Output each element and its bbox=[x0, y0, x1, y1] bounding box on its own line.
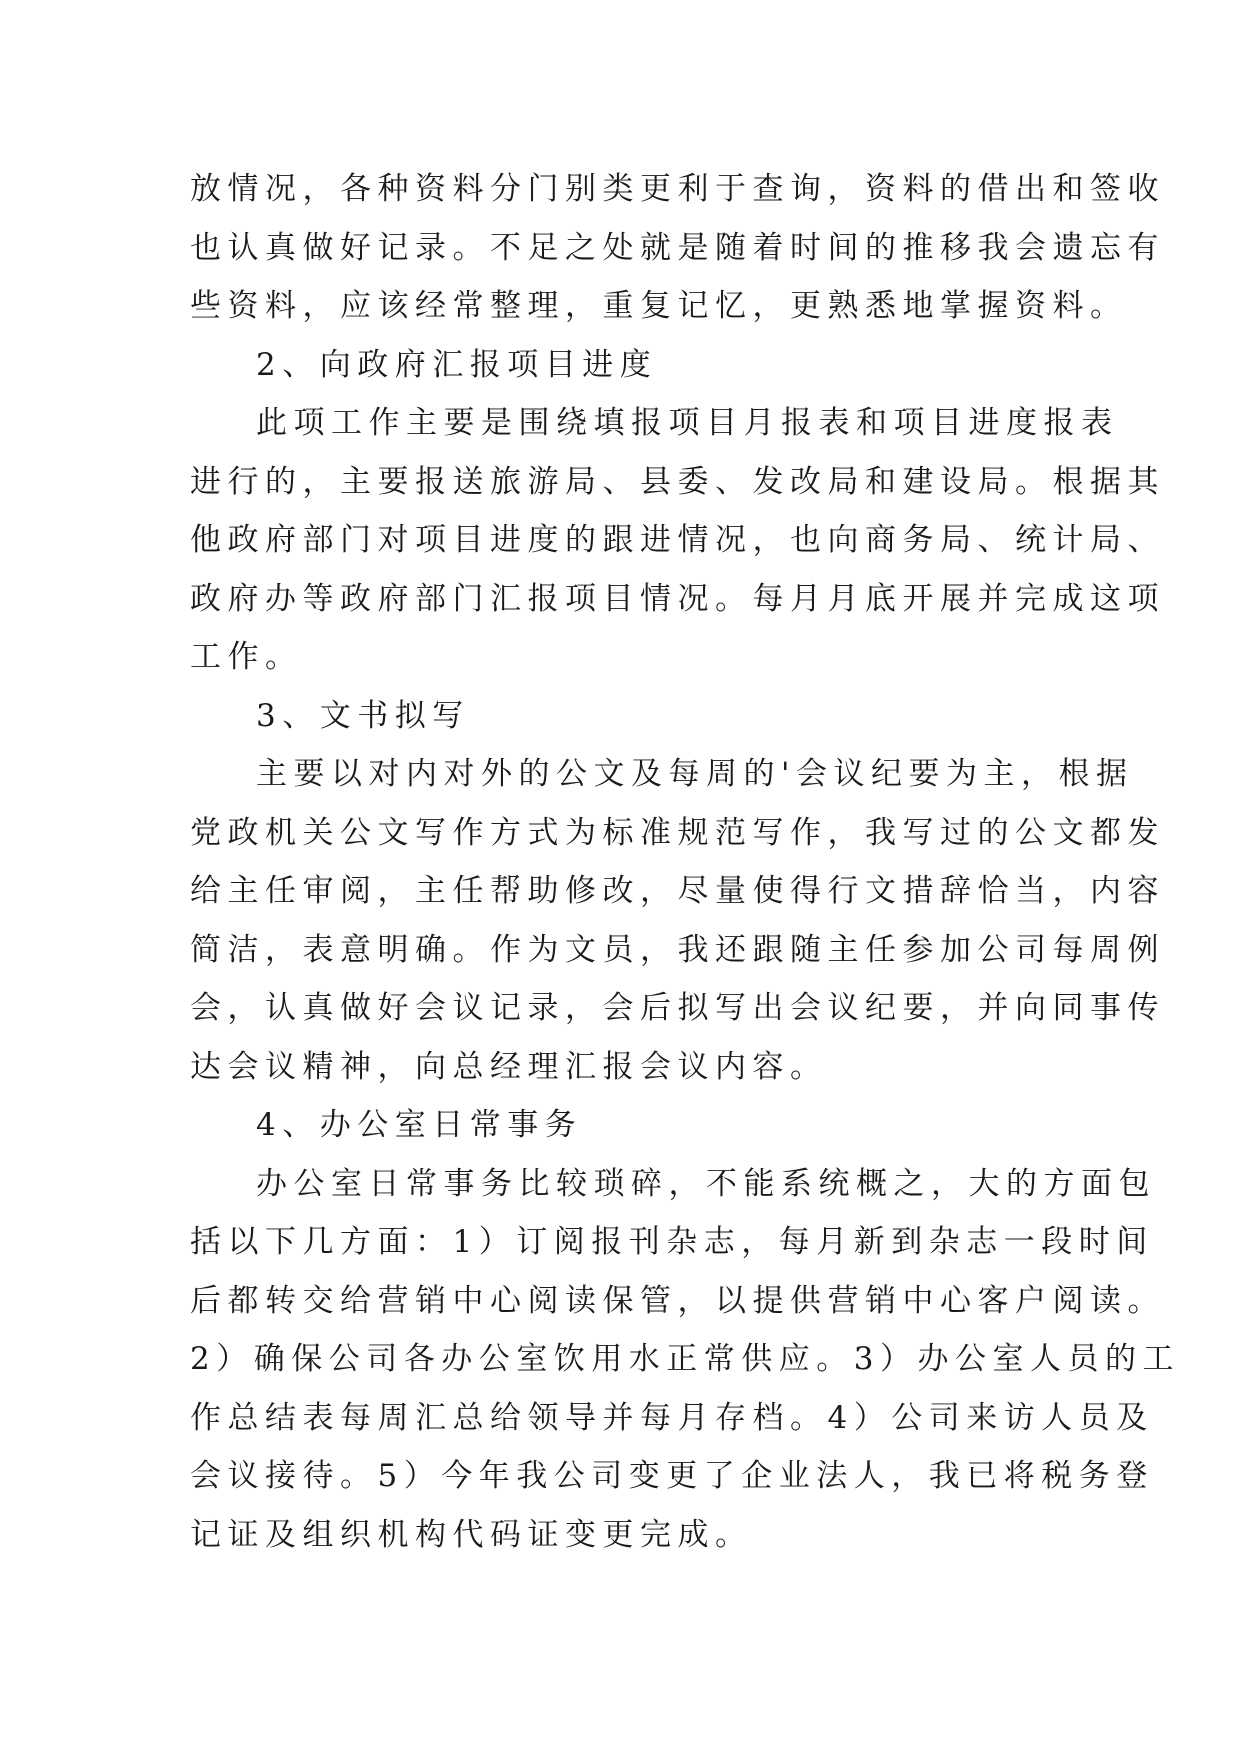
paragraph-line: 些资料，应该经常整理，重复记忆，更熟悉地掌握资料。 bbox=[190, 288, 1128, 324]
paragraph-line: 简洁，表意明确。作为文员，我还跟随主任参加公司每周例 bbox=[190, 931, 1165, 968]
paragraph-line: 政府办等政府部门汇报项目情况。每月月底开展并完成这项 bbox=[190, 580, 1165, 617]
paragraph-line: 党政机关公文写作方式为标准规范写作，我写过的公文都发 bbox=[190, 814, 1165, 851]
paragraph-line: 工作。 bbox=[190, 639, 303, 675]
paragraph-line: 记证及组织机构代码证变更完成。 bbox=[190, 1516, 753, 1553]
paragraph-line: 会议接待。5）今年我公司变更了企业法人，我已将税务登 bbox=[190, 1458, 1154, 1494]
paragraph-line: 2）确保公司各办公室饮用水正常供应。3）办公室人员的工 bbox=[190, 1341, 1180, 1377]
paragraph-line: 作总结表每周汇总给领导并每月存档。4）公司来访人员及 bbox=[190, 1399, 1154, 1436]
paragraph-line: 后都转交给营销中心阅读保管，以提供营销中心客户阅读。 bbox=[190, 1282, 1165, 1319]
paragraph-line: 也认真做好记录。不足之处就是随着时间的推移我会遗忘有 bbox=[190, 229, 1165, 266]
paragraph-line: 主要以对内对外的公文及每周的'会议纪要为主，根据 bbox=[256, 756, 1134, 792]
paragraph-line: 达会议精神，向总经理汇报会议内容。 bbox=[190, 1048, 828, 1085]
section-heading: 4、办公室日常事务 bbox=[256, 1107, 583, 1143]
section-heading: 2、向政府汇报项目进度 bbox=[256, 346, 658, 383]
paragraph-line: 他政府部门对项目进度的跟进情况，也向商务局、统计局、 bbox=[190, 522, 1165, 558]
paragraph-line: 此项工作主要是围绕填报项目月报表和项目进度报表 bbox=[256, 405, 1119, 441]
paragraph-line: 会，认真做好会议记录，会后拟写出会议纪要，并向同事传 bbox=[190, 990, 1165, 1026]
paragraph-line: 进行的，主要报送旅游局、县委、发改局和建设局。根据其 bbox=[190, 463, 1165, 500]
paragraph-line: 给主任审阅，主任帮助修改，尽量使得行文措辞恰当，内容 bbox=[190, 873, 1165, 909]
paragraph-line: 办公室日常事务比较琐碎，不能系统概之，大的方面包 bbox=[256, 1165, 1156, 1202]
paragraph-line: 放情况，各种资料分门别类更利于查询，资料的借出和签收 bbox=[190, 171, 1165, 207]
section-heading: 3、文书拟写 bbox=[256, 697, 470, 734]
document-body bbox=[190, 160, 1180, 1564]
paragraph-line: 括以下几方面：1）订阅报刊杂志，每月新到杂志一段时间 bbox=[190, 1224, 1154, 1260]
